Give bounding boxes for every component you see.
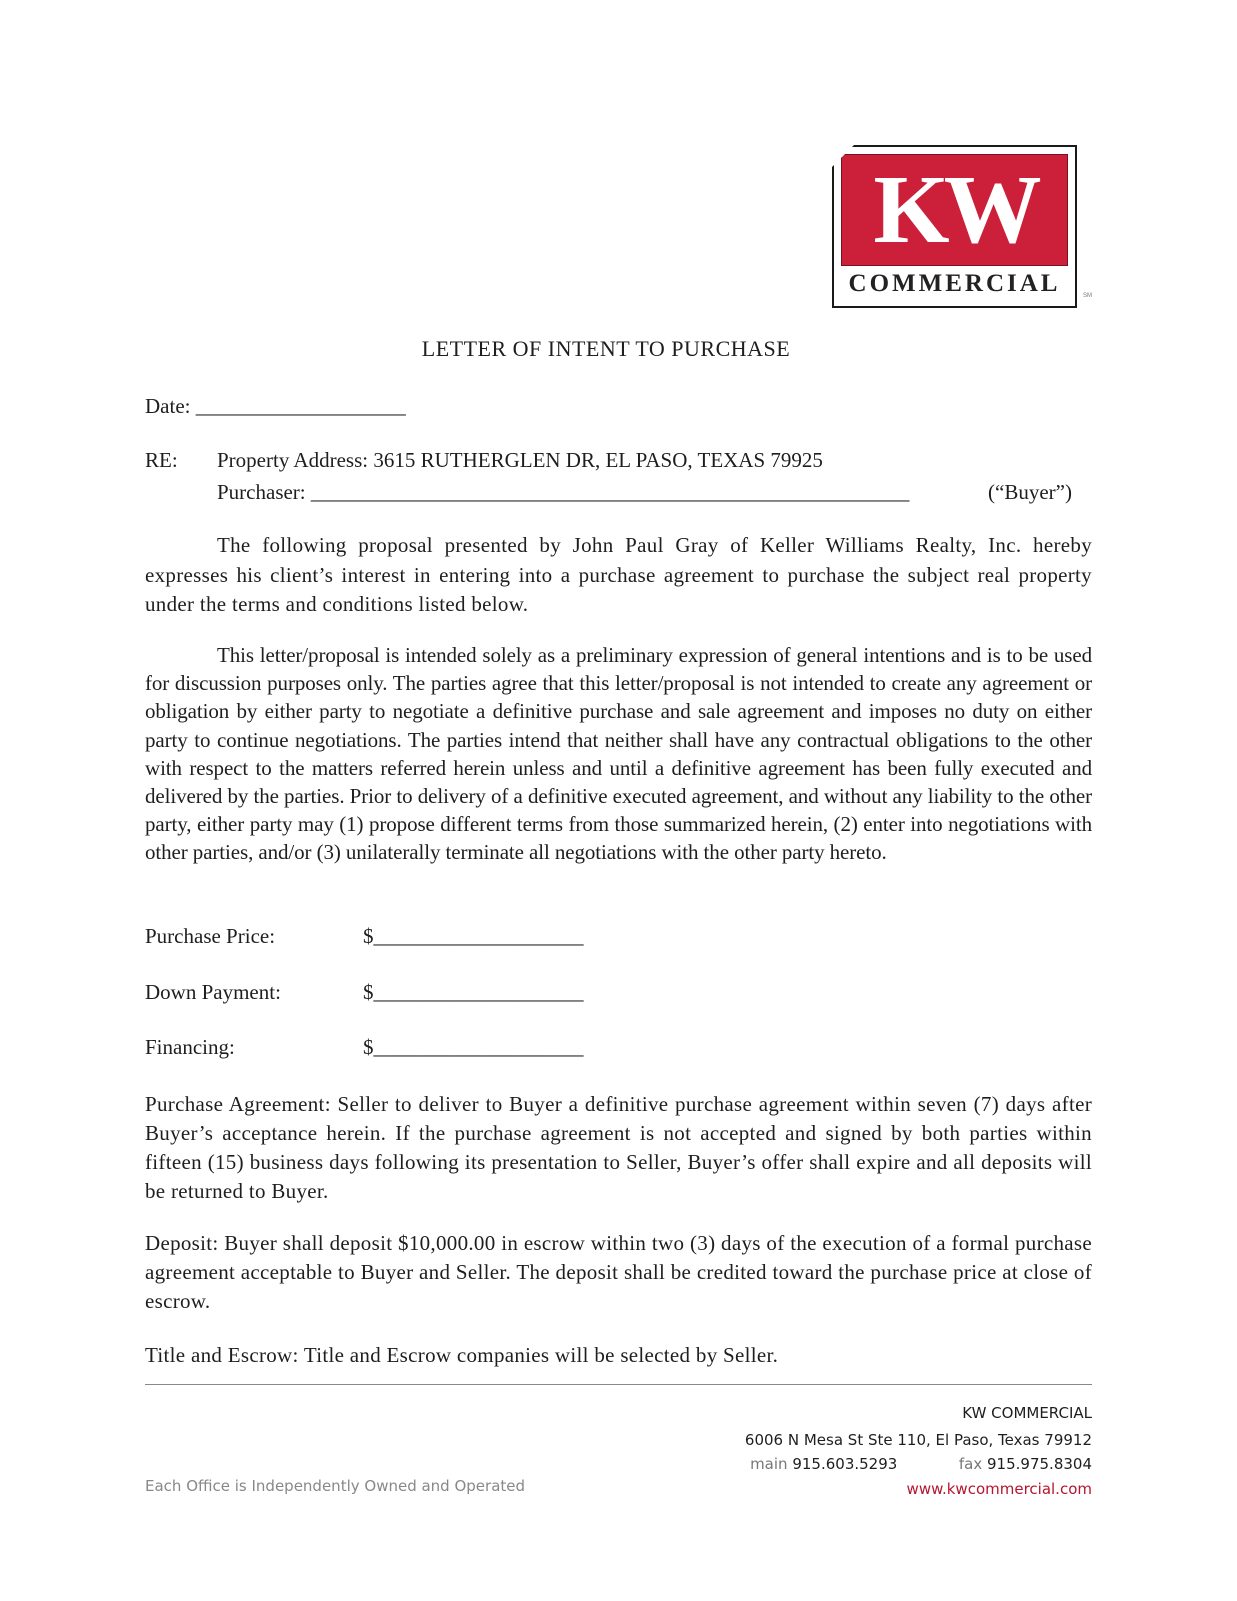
main-phone: 915.603.5293 xyxy=(792,1455,898,1473)
purchaser-blank: _________________________________________________________ xyxy=(310,480,910,504)
title-escrow-paragraph: Title and Escrow: Title and Escrow companies will be selected by Seller. xyxy=(145,1343,779,1367)
intent-disclaimer-paragraph xyxy=(145,641,1092,867)
logo-commercial-word: COMMERCIAL xyxy=(848,270,1061,297)
date-blank: ____________________ xyxy=(195,394,406,418)
property-address: Property Address: 3615 RUTHERGLEN DR, EL PASO, TEXAS 79925 xyxy=(217,448,823,472)
down-payment-blank: $____________________ xyxy=(363,980,584,1004)
financing-label: Financing: xyxy=(145,1035,235,1059)
fax-phone: 915.975.8304 xyxy=(987,1455,1092,1473)
purchase-price-label: Purchase Price: xyxy=(145,924,276,948)
logo-service-mark: SM xyxy=(1083,293,1092,299)
financing-blank: $____________________ xyxy=(363,1035,584,1059)
kw-commercial-logo xyxy=(832,145,1092,308)
footer-divider xyxy=(145,1384,1092,1385)
footer-phones xyxy=(750,1455,1092,1473)
footer-disclaimer: Each Office is Independently Owned and Operated xyxy=(145,1477,526,1495)
purchase-agreement-paragraph: Purchase Agreement: Seller to deliver to Buyer a definitive purchase agreement within seven (7) days after Buyer’s acceptance herein. If the purchase agreement is not accepted and signed by both parties within fifteen (15) business days following its presentation to Seller, Buyer’s offer shall expire and all deposits will be returned to Buyer. xyxy=(145,1092,1092,1203)
footer-address: 6006 N Mesa St Ste 110, El Paso, Texas 79912 xyxy=(744,1431,1092,1449)
proposal-paragraph xyxy=(145,531,1092,620)
date-line xyxy=(145,392,406,421)
date-label: Date: xyxy=(145,394,191,418)
footer-website-link[interactable]: www.kwcommercial.com xyxy=(906,1480,1092,1498)
document-title: LETTER OF INTENT TO PURCHASE xyxy=(421,336,791,361)
down-payment-label: Down Payment: xyxy=(145,980,281,1004)
main-phone-label: main xyxy=(750,1455,788,1473)
purchaser-label: Purchaser: xyxy=(217,480,306,504)
purchase-price-blank: $____________________ xyxy=(363,924,584,948)
footer-company: KW COMMERCIAL xyxy=(962,1404,1092,1422)
deposit-paragraph: Deposit: Buyer shall deposit $10,000.00 in escrow within two (3) days of the execution of a formal purchase agreement acceptable to Buyer and Seller. The deposit shall be credited toward the purchase price at close of escrow. xyxy=(145,1231,1092,1313)
proposal-text: The following proposal presented by John Paul Gray of Keller Williams Realty, Inc. hereby expresses his client’s interest in entering into a purchase agreement to purchase the subject real property under the terms and conditions listed below. xyxy=(145,533,1092,616)
buyer-tag: (“Buyer”) xyxy=(988,480,1072,504)
logo-kw-mark: KW xyxy=(873,156,1036,264)
intent-disclaimer-text: This letter/proposal is intended solely as a preliminary expression of general intentions and is to be used for discussion purposes only. The parties agree that this letter/proposal is not intended to create any agreement or obligation by either party to negotiate a definitive purchase and sale agreement and imposes no duty on either party to continue negotiations. The parties intend that neither shall have any contractual obligations to the other with respect to the matters referred herein unless and until a definitive agreement has been fully executed and delivered by the parties. Prior to delivery of a definitive executed agreement, and without any liability to the other party, either party may (1) propose different terms from those summarized herein, (2) enter into negotiations with other parties, and/or (3) unilaterally terminate all negotiations with the other party hereto. xyxy=(145,643,1092,865)
purchaser-line xyxy=(217,478,909,507)
fax-label: fax xyxy=(958,1455,983,1473)
re-label: RE: xyxy=(145,448,178,472)
